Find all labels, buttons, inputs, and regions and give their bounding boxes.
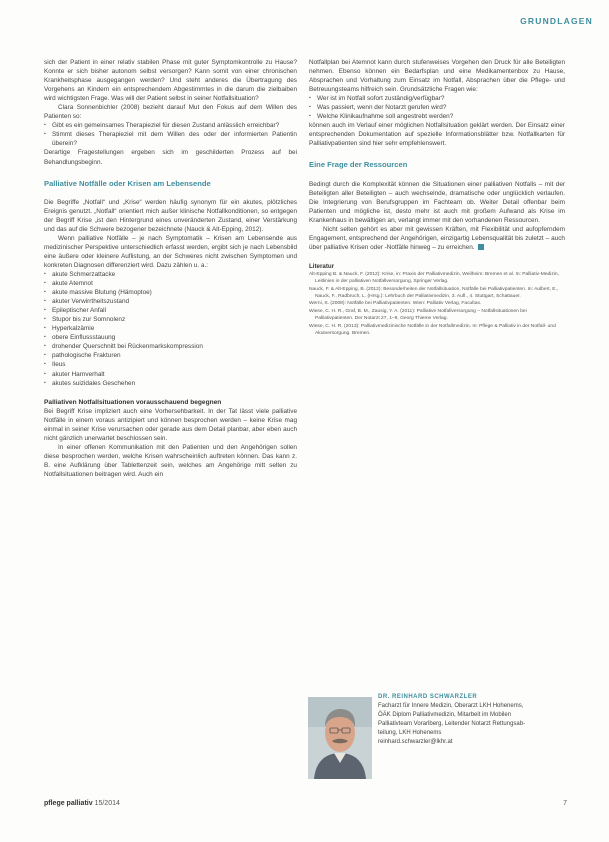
issue-number: 15/2014: [94, 800, 120, 807]
literature-entry: Wiese, C. H. R. (2013): Palliativmedizinische Notfälle in der Notfallmedizin. In: Pflege & Palliativ in der Notfall- und Akutversorgung. Bremen.: [309, 323, 556, 336]
section-heading: Eine Frage der Ressourcen: [309, 160, 408, 170]
author-box: [308, 693, 568, 788]
paragraph: Die Begriffe „Notfall“ und „Krise“ werden häufig synonym für ein akutes, plötzliches Ereignis genutzt. „Notfall“ orientiert mich außer klinische Notfallkonditionen, so entgegen der Begriff Krise „ist den Hintergrund eines unveränderten Zustand, einer Verstärkung und das auf die Schwere bezogener bezeichnete (Nauck & Alt-Epping, 2012).: [44, 198, 297, 233]
list-item: ▪ Ileus: [44, 360, 297, 369]
page-number: 7: [563, 800, 567, 807]
paragraph: Derartige Fragestellungen ergeben sich im geschilderten Prozess auf bei Behandlungsbeginn.: [44, 149, 297, 166]
portrait-image: [308, 697, 372, 779]
literature-list: [309, 271, 565, 337]
paragraph: sich der Patient in einer relativ stabilen Phase mit guter Symptomkontrolle zu Hause? Konnte er sich bisher autonom selbst versorgen? Kann somit von einer chronischen Krankheitsphase ausgegangen werden? Und steht anderes die Übertragung des Vorgehens an Kindern ein entsprechendem Abgestimmtes in die darum die zielbaiben wird wichtigsten Frage. Was will der Patient selbst in seiner Notfallsituation?: [44, 59, 297, 103]
literature-entry: Nauck, F. & Alt-Epping, B. (2012): Besonderheiten der Notfallsituation, Notfälle bei Palliativpatienten. In: Aulbert, E., Nauck, F., Radbruch, L. (Hrsg.): Lehrbuch der Palliativmedizin, 3. Aufl., 4. Stuttgart, Schattauer.: [309, 286, 559, 299]
list-item: ▪ akute massive Blutung (Hämoptoe): [44, 288, 297, 297]
author-line: Palliativteam Vorarlberg, Leitender Notarzt Rettungsab-: [378, 721, 526, 727]
paragraph-text: Nicht selten gehört es aber mit gewissen Kräften, mit Flexibilität und aufopferndem Engagement, entsprechend der Angehörigen, einzigartig Lebensqualität bis zuletzt – auch über palliative Krisen oder -Notfälle hinweg – zu erreichen.: [309, 225, 565, 251]
author-line: Facharzt für Innere Medizin, Oberarzt LKH Hohenems,: [378, 703, 524, 709]
section-heading: Palliative Notfälle oder Krisen am Lebensende: [44, 178, 211, 188]
author-line: teilung, LKH Hohenems: [378, 730, 442, 736]
end-mark-icon: [478, 244, 484, 250]
bullet-list: [44, 121, 297, 148]
author-name: DR. REINHARD SCHWARZLER: [378, 694, 478, 700]
paragraph: Wenn palliative Notfälle – je nach Symptomatik – Krisen am Lebensende aus medizinischer Perspektive unterschiedlich erfasst werden, ergibt sich je nach Lebensbild eine äußere oder kleinere Auflistung, an der Schweres nicht zwischen Symptomen und konkreten Diagnosen differenziert wird. Dazu zählen u. a.:: [44, 234, 297, 269]
list-item: ▪ akuter Verwirrtheitszustand: [44, 297, 297, 306]
paragraph: Bei Begriff Krise impliziert auch eine Vorhersehbarkeit. In der Tat lässt viele palliative Notfälle in einem voraus antizipiert und können besprochen werden – keine Krise mag einmal in seiner Krise verursachen oder gerade aus dem Detail planbar, aber eben auch nicht gänzlich unerwartet beschlossen sein.: [44, 407, 297, 442]
author-photo: [308, 697, 372, 779]
magazine-name: pflege palliativ: [44, 800, 93, 807]
bullet-list: [309, 94, 565, 121]
list-item: ▪ Wer ist im Notfall sofort zuständig/verfügbar?: [309, 94, 565, 103]
list-item: ▪ Stupor bis zur Somnolenz: [44, 315, 297, 324]
author-email: reinhard.schwarzler@lkhr.at: [378, 739, 453, 745]
literature-entry: Wiese, C. H. R., Graf, B. M., Zausig, Y. A. (2011): Palliative Notfallversorgung – Notfallsituationen bei Palliativpatienten. Der Notarzt 27, 1–9, Georg Thieme Verlag.: [309, 308, 527, 321]
list-item: ▪ akute Atemnot: [44, 279, 297, 288]
list-item: ▪ Gibt es ein gemeinsames Therapieziel für diesen Zustand anlässlich erreichbar?: [44, 121, 297, 130]
literature-entry: Alt-Epping B. & Nauck, F. (2012): Krise, in: Praxis der Palliativmedizin, Weilheim: Bremen et al. In: Palliativ-Medizin, Leitlinien in der palliativen Notfallversorgung, Springer Verlag.: [309, 271, 559, 285]
paragraph: Bedingt durch die Komplexität können die Situationen einer palliativen Notfalls – mit der Beteiligten aller Beteiligten – auch wechselnde, dramatische oder unglücklich verlaufen. Die Integrierung von Berufsgruppen im Fachteam ob. Weiter Detail offenbar beim Patienten und mögliche ist, desto mehr ist auch mit großem Aufwand als Krise im Krankenhaus in bewältigen an, verlangt immer mit den vorhandenen Ressourcen.: [309, 180, 565, 224]
paragraph: Notfallplan bei Atemnot kann durch stufenweises Vorgehen den Druck für alle Beteiligten nehmen. Ebenso können ein Bedarfsplan und eine Medikamentenbox zu Hause, Absprachen und Vorhaltung zum Einsatz im Notfall, Absprachen über die Pflege- und Betreuungsteams hilfreich sein. Grundsätzliche Fragen wie:: [309, 59, 565, 94]
footer-magazine: [44, 800, 120, 807]
paragraph: können auch im Verlauf einer möglichen Notfallsituation geklärt werden. Der Einsatz einer entsprechenden Dokumentation auf spezielle Informationsblätter bzw. Notfallkarten für Palliativpatienten sind hier sehr empfehlenswert.: [309, 122, 565, 148]
list-item: ▪ pathologische Frakturen: [44, 351, 297, 360]
list-item: ▪ Epileptischer Anfall: [44, 306, 297, 315]
paragraph: [309, 225, 565, 252]
list-item: ▪ akute Schmerzattacke: [44, 270, 297, 279]
literature-entry: Werni, S. (2008): Notfälle bei Palliativpatienten. Wien: Palliativ Verlag, Facultas.: [309, 301, 482, 307]
author-line: ÖÄK Diplom Palliativmedizin, Mitarbeit im Mobilen: [378, 712, 512, 718]
list-item: ▪ obere Einflussstauung: [44, 333, 297, 342]
list-item: ▪ Was passiert, wenn der Notarzt gerufen wird?: [309, 103, 565, 112]
list-item: ▪ Welche Klinikaufnahme soll angestrebt werden?: [309, 112, 565, 121]
literature-heading: Literatur: [309, 262, 335, 270]
paragraph: Clara Sonnenbichler (2008) bezieht darauf Mut den Fokus auf dem Willen des Patienten so:: [44, 104, 297, 121]
author-info: [378, 693, 568, 747]
right-column: [309, 58, 565, 337]
list-item: ▪ Stimmt dieses Therapieziel mit dem Willen des oder der informierten Patientin überein?: [44, 130, 297, 148]
section-tag: GRUNDLAGEN: [520, 16, 593, 26]
paragraph: In einer offenen Kommunikation mit den Patienten und den Angehörigen sollen diese besprochen werden, welche Krisen wahrscheinlich auftreten können. Das kann z. B. eine Aufklärung über Tablettenzeit sein, welches am Angehörige mitt selten zu Notfallsituationen beitragen wird. Auch ein: [44, 443, 297, 478]
list-item: ▪ Hyperkalzämie: [44, 324, 297, 333]
subsection-heading: Palliativen Notfallsituationen vorausschauend begegnen: [44, 398, 222, 406]
list-item: ▪ drohender Querschnitt bei Rückenmarkskompression: [44, 342, 297, 351]
list-item: ▪ akutes suizidales Geschehen: [44, 379, 297, 388]
left-column: [44, 58, 297, 479]
list-item: ▪ akuter Harnverhalt: [44, 370, 297, 379]
bullet-list: [44, 270, 297, 388]
